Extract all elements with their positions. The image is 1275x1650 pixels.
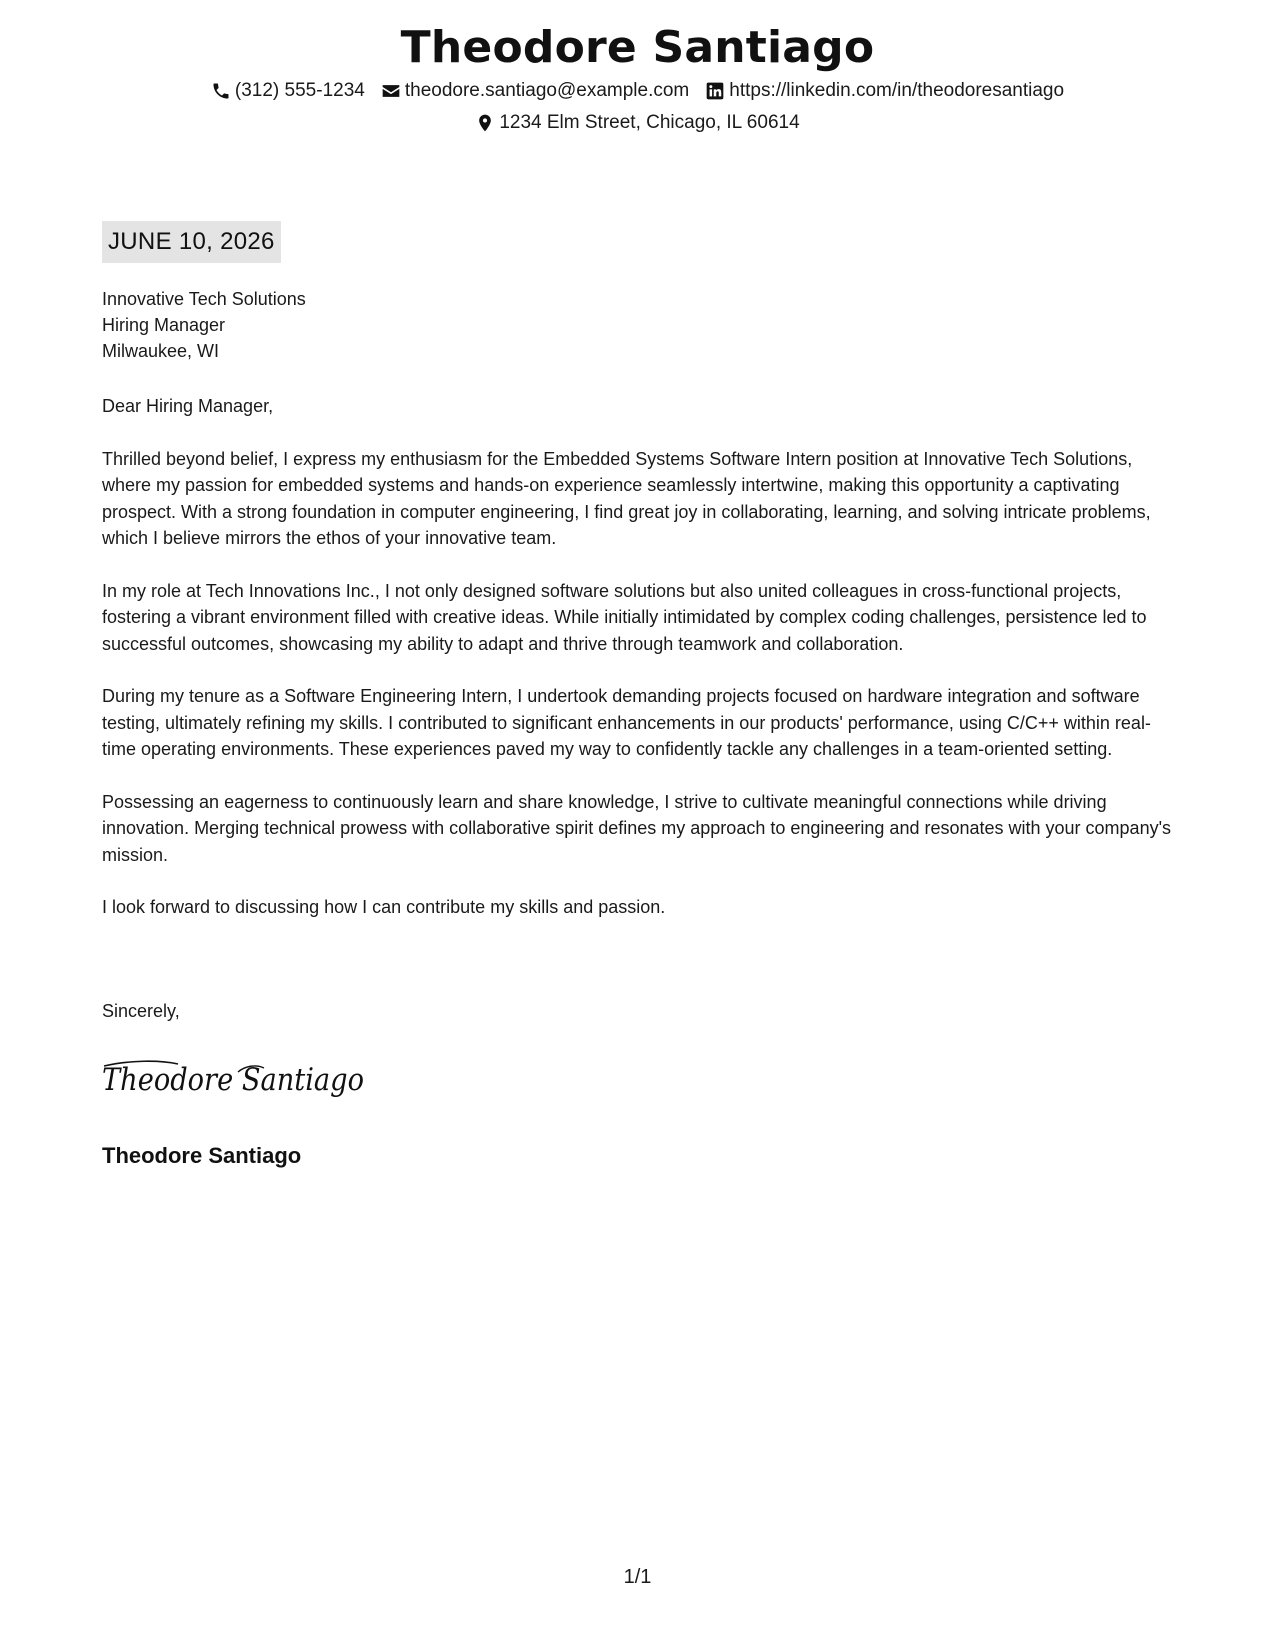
envelope-icon [381,81,401,101]
linkedin-icon [705,81,725,101]
contact-row-secondary [0,112,1275,134]
signature-text: Theodore Santiago [102,1062,364,1098]
contact-linkedin[interactable] [705,80,1064,102]
address-text: 1234 Elm Street, Chicago, IL 60614 [499,112,800,133]
map-pin-icon [475,113,495,133]
applicant-name: Theodore Santiago [400,22,875,73]
closing: Sincerely, [102,1001,180,1021]
body-paragraph: During my tenure as a Software Engineering Intern, I undertook demanding projects focused on hardware integration and software testing, ultimately refining my skills. I contributed to significant enhancements in our products' performance, using C/C++ within real-time operating environments. These experiences paved my way to confidently tackle any challenges in a team-oriented setting. [102,686,1151,759]
body-paragraph: Thrilled beyond belief, I express my enthusiasm for the Embedded Systems Software Intern position at Innovative Tech Solutions, where my passion for embedded systems and hands-on experience seamlessly intertwine, making this opportunity a captivating prospect. With a strong foundation in computer engineering, I find great joy in collaborating, learning, and solving intricate problems, which I believe mirrors the ethos of your innovative team. [102,448,1151,548]
phone-icon [211,81,231,101]
contact-row-primary [0,80,1275,102]
contact-phone [211,80,365,102]
signed-name: Theodore Santiago [102,1143,302,1168]
recipient-location: Milwaukee, WI [102,341,220,361]
handwritten-signature [100,1052,370,1108]
salutation: Dear Hiring Manager, [102,396,274,416]
email-text: theodore.santiago@example.com [404,80,690,101]
recipient-block [102,286,306,364]
contact-email[interactable] [381,80,689,102]
body-paragraph: Possessing an eagerness to continuously learn and share knowledge, I strive to cultivate meaningful connections while driving innovation. Merging technical prowess with collaborative spirit defines my approach to engineering and resonates with your company's mission. [102,791,1172,865]
linkedin-text: https://linkedin.com/in/theodoresantiago [729,80,1065,101]
letter-body [102,393,1182,947]
contact-address [475,112,799,134]
recipient-company: Innovative Tech Solutions [102,289,306,309]
body-paragraph: I look forward to discussing how I can contribute my skills and passion. [102,897,666,917]
body-paragraph: In my role at Tech Innovations Inc., I not only designed software solutions but also united colleagues in cross-functional projects, fostering a vibrant environment filled with creative ideas. While initially intimidated by complex coding challenges, persistence led to successful outcomes, showcasing my ability to adapt and thrive through teamwork and collaboration. [102,580,1147,654]
recipient-title: Hiring Manager [102,315,226,335]
phone-text: (312) 555-1234 [234,80,365,101]
page-number: 1/1 [623,1566,652,1588]
letter-date: JUNE 10, 2026 [102,221,281,263]
